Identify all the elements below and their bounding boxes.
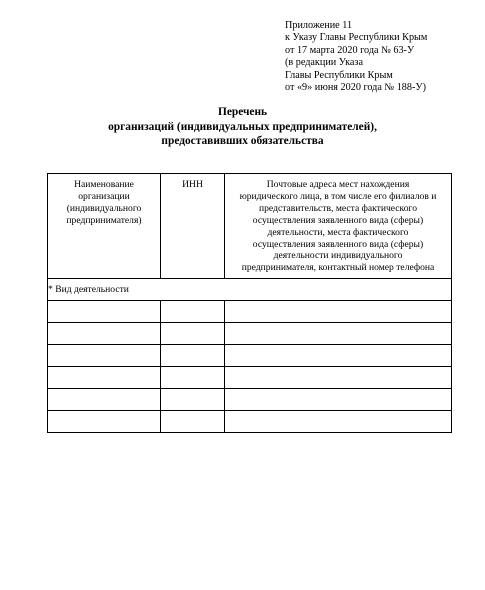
activity-type-cell[interactable]: * Вид деятельности xyxy=(48,279,452,301)
activity-row xyxy=(48,279,452,301)
header-line: Главы Республики Крым xyxy=(285,69,393,81)
name-cell[interactable] xyxy=(48,301,161,323)
address-cell[interactable] xyxy=(225,345,452,367)
title-line: Перечень xyxy=(217,106,268,118)
table-row xyxy=(48,389,452,411)
table-row xyxy=(48,323,452,345)
header-line: Приложение 11 xyxy=(285,20,353,31)
name-cell[interactable] xyxy=(48,345,161,367)
address-cell[interactable] xyxy=(225,301,452,323)
header-line: от 17 марта 2020 года № 63-У xyxy=(285,44,415,56)
header-line: (в редакции Указа xyxy=(285,57,363,69)
table-row xyxy=(48,411,452,433)
column-header-inn: ИНН xyxy=(161,174,225,279)
title-line: предоставивших обязательства xyxy=(161,135,324,147)
column-header-address: Почтовые адреса мест нахождения юридического лица, в том числе его филиалов и представительств, места фактического осуществления заявленного вида (сферы) деятельности, места фактического осуществления заявленного вида (сферы) деятельности индивидуального предпринимателя, контактный номер телефона xyxy=(225,174,452,279)
name-cell[interactable] xyxy=(48,367,161,389)
address-cell[interactable] xyxy=(225,411,452,433)
header-line: к Указу Главы Республики Крым xyxy=(285,32,428,44)
address-cell[interactable] xyxy=(225,323,452,345)
table-row xyxy=(48,301,452,323)
header-line: от «9» июня 2020 года № 188-У) xyxy=(285,82,426,94)
document-title xyxy=(0,105,485,149)
address-cell[interactable] xyxy=(225,389,452,411)
table-row xyxy=(48,345,452,367)
appendix-header xyxy=(285,20,480,94)
name-cell[interactable] xyxy=(48,411,161,433)
name-cell[interactable] xyxy=(48,389,161,411)
address-cell[interactable] xyxy=(225,367,452,389)
column-header-name: Наименование организации (индивидуального предпринимателя) xyxy=(48,174,161,279)
title-line: организаций (индивидуальных предпринимателей), xyxy=(108,120,377,133)
inn-cell[interactable] xyxy=(161,389,225,411)
inn-cell[interactable] xyxy=(161,411,225,433)
organizations-table xyxy=(47,173,452,433)
inn-cell[interactable] xyxy=(161,323,225,345)
inn-cell[interactable] xyxy=(161,301,225,323)
name-cell[interactable] xyxy=(48,323,161,345)
table-row xyxy=(48,367,452,389)
table-header-row xyxy=(48,174,452,279)
inn-cell[interactable] xyxy=(161,367,225,389)
inn-cell[interactable] xyxy=(161,345,225,367)
